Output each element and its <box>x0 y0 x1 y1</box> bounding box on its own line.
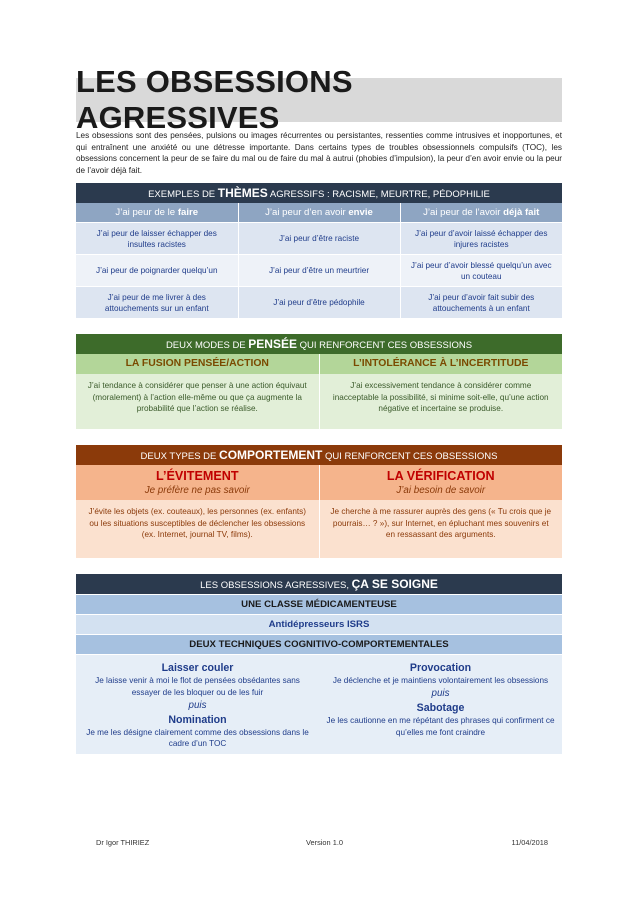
checking-title: LA VÉRIFICATION <box>386 469 495 484</box>
table-cell: J’ai peur d’avoir laissé échapper des injures racistes <box>400 223 562 255</box>
technique-description: Je déclenche et je maintiens volontairement les obsessions <box>332 676 549 686</box>
technique-left <box>76 661 319 749</box>
medication-class-row: UNE CLASSE MÉDICAMENTEUSE <box>76 594 562 614</box>
technique-name: Sabotage <box>416 701 465 714</box>
themes-header: EXEMPLES DE THÈMES AGRESSIFS : RACISME, MEURTRE, PÉDOPHILIE <box>76 183 562 203</box>
behaviour-section <box>76 445 562 558</box>
intolerance-text: J’ai excessivement tendance à considérer comme inacceptable la possibilité, si minime soit-elle, qu’une action négative et incertaine se produise. <box>320 374 563 429</box>
themes-section <box>76 183 562 318</box>
techniques-panel <box>76 654 562 753</box>
table-cell: J’ai peur d’avoir blessé quelqu’un avec un couteau <box>400 255 562 287</box>
themes-table <box>76 203 562 318</box>
technique-description: Je laisse venir à moi le flot de pensées obsédantes sans essayer de les bloquer ou de les fuir <box>95 676 300 697</box>
avoidance-heading <box>76 465 320 500</box>
treatment-section <box>76 574 562 753</box>
table-row <box>76 255 562 287</box>
technique-description: Je me les désigne clairement comme des obsessions dans le cadre d’un TOC <box>86 727 309 749</box>
intolerance-title: L’INTOLÉRANCE À L’INCERTITUDE <box>320 354 563 374</box>
avoidance-title: L’ÉVITEMENT <box>155 469 239 484</box>
techniques-row: DEUX TECHNIQUES COGNITIVO-COMPORTEMENTALES <box>76 634 562 654</box>
then-label: puis <box>431 687 450 699</box>
checking-subtitle: J’ai besoin de savoir <box>396 485 486 497</box>
intro-paragraph: Les obsessions sont des pensées, pulsions ou images récurrentes ou persistantes, ressenties comme intrusives et inopportunes, et qui entraînent une anxiété ou une détresse importante. Dans certains types de troubles obsessionnels compulsifs (TOC), les obsessions concernent la peur de se faire du mal ou de faire du mal à autrui (phobies d’impulsion), la peur d’en avoir envie ou la peur de l’avoir déjà fait. <box>76 131 562 175</box>
table-cell: J’ai peur de laisser échapper des insultes racistes <box>76 223 238 255</box>
fusion-text: J’ai tendance à considérer que penser à une action équivaut (moralement) à l’action elle-même ou que ça augmente la probabilité que l’action se réalise. <box>76 374 320 429</box>
treatment-header: LES OBSESSIONS AGRESSIVES, ÇA SE SOIGNE <box>76 574 562 594</box>
avoidance-text: J’évite les objets (ex. couteaux), les personnes (ex. enfants) ou les situations susceptibles de déclencher les obsessions (ex. Internet, journal TV, films). <box>76 500 320 558</box>
document <box>76 64 562 754</box>
then-label: puis <box>188 699 207 711</box>
medication-name-row: Antidépresseurs ISRS <box>76 614 562 634</box>
column-header: J’ai peur de le faire <box>76 203 238 223</box>
technique-name: Nomination <box>168 713 227 726</box>
checking-text: Je cherche à me rassurer auprès des gens (« Tu crois que je pourrais… ? »), sur Internet, en épluchant mes souvenirs et en ressassant des arguments. <box>320 500 563 558</box>
column-header: J’ai peur de l’avoir déjà fait <box>400 203 562 223</box>
footer-version: Version 1.0 <box>306 838 343 847</box>
page-title: LES OBSESSIONS AGRESSIVES <box>76 78 562 122</box>
table-cell: J’ai peur d’avoir fait subir des attouchements à un enfant <box>400 287 562 319</box>
avoidance-subtitle: Je préfère ne pas savoir <box>144 485 250 497</box>
table-cell: J’ai peur de poignarder quelqu’un <box>76 255 238 287</box>
thinking-modes-section <box>76 334 562 429</box>
technique-name: Provocation <box>409 662 472 675</box>
fusion-title: LA FUSION PENSÉE/ACTION <box>76 354 320 374</box>
technique-description: Je les cautionne en me répétant des phrases qui confirment ce qu’elles me font craindre <box>326 715 555 737</box>
table-cell: J’ai peur de me livrer à des attouchements sur un enfant <box>76 287 238 319</box>
table-row <box>76 223 562 255</box>
column-header: J’ai peur d’en avoir envie <box>238 203 400 223</box>
technique-right <box>319 661 562 749</box>
table-cell: J’ai peur d’être raciste <box>238 223 400 255</box>
footer-author: Dr Igor THIRIEZ <box>96 838 150 847</box>
behaviour-header: DEUX TYPES DE COMPORTEMENT QUI RENFORCENT CES OBSESSIONS <box>76 445 562 465</box>
footer-date: 11/04/2018 <box>511 838 548 847</box>
thinking-modes-header: DEUX MODES DE PENSÉE QUI RENFORCENT CES OBSESSIONS <box>76 334 562 354</box>
table-cell: J’ai peur d’être un meurtrier <box>238 255 400 287</box>
technique-name: Laisser couler <box>161 662 234 675</box>
table-row <box>76 287 562 319</box>
checking-heading <box>320 465 563 500</box>
table-cell: J’ai peur d’être pédophile <box>238 287 400 319</box>
